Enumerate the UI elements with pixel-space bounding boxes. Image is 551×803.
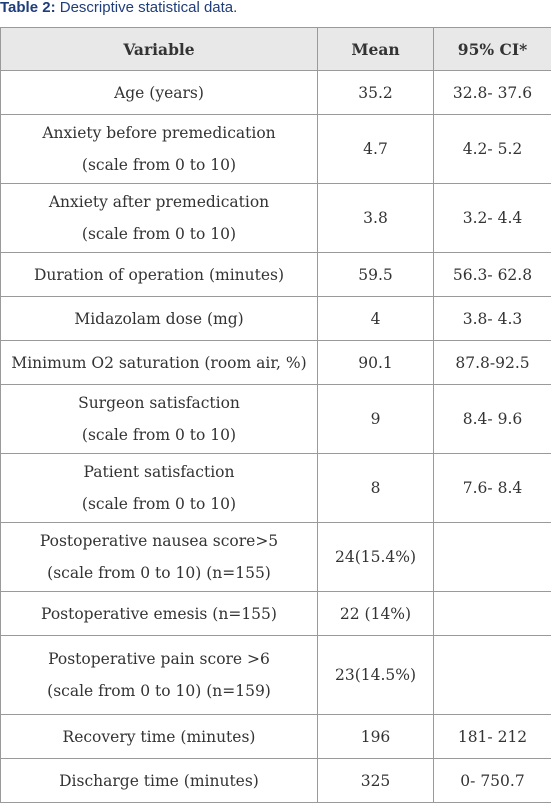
descriptive-statistics-table: [0, 27, 551, 803]
variable-line: (scale from 0 to 10): [82, 156, 236, 174]
cell-ci: 3.2- 4.4: [434, 184, 551, 253]
cell-mean: 35.2: [318, 71, 434, 115]
table-header-row: [1, 28, 551, 71]
variable-line: Anxiety after premedication: [49, 193, 269, 211]
column-header-variable: Variable: [1, 28, 318, 71]
cell-variable: [1, 341, 318, 385]
variable-line: Age (years): [114, 84, 204, 102]
cell-variable: [1, 385, 318, 454]
cell-mean: 23(14.5%): [318, 636, 434, 715]
cell-ci: 8.4- 9.6: [434, 385, 551, 454]
variable-line: Recovery time (minutes): [63, 728, 256, 746]
cell-ci: 7.6- 8.4: [434, 454, 551, 523]
cell-mean: 8: [318, 454, 434, 523]
cell-ci: 181- 212: [434, 715, 551, 759]
cell-mean: 9: [318, 385, 434, 454]
column-header-mean: Mean: [318, 28, 434, 71]
cell-ci: 56.3- 62.8: [434, 253, 551, 297]
cell-mean: 196: [318, 715, 434, 759]
column-header-ci: 95% CI*: [434, 28, 551, 71]
cell-mean: 4.7: [318, 115, 434, 184]
cell-variable: [1, 297, 318, 341]
cell-mean: 4: [318, 297, 434, 341]
variable-line: Patient satisfaction: [84, 463, 235, 481]
variable-line: Postoperative pain score >6: [48, 650, 270, 668]
table-row: [1, 454, 551, 523]
table-row: [1, 184, 551, 253]
variable-line: Anxiety before premedication: [42, 124, 275, 142]
table-caption-label: Table 2:: [0, 0, 56, 16]
variable-line: (scale from 0 to 10) (n=155): [47, 564, 271, 582]
cell-variable: [1, 636, 318, 715]
variable-line: (scale from 0 to 10) (n=159): [47, 682, 271, 700]
cell-ci: [434, 636, 551, 715]
cell-variable: [1, 523, 318, 592]
cell-mean: 24(15.4%): [318, 523, 434, 592]
cell-variable: [1, 184, 318, 253]
cell-mean: 325: [318, 759, 434, 803]
variable-line: Discharge time (minutes): [59, 772, 259, 790]
cell-variable: [1, 253, 318, 297]
cell-ci: 0- 750.7: [434, 759, 551, 803]
cell-variable: [1, 715, 318, 759]
variable-line: (scale from 0 to 10): [82, 225, 236, 243]
variable-line: Postoperative emesis (n=155): [41, 605, 277, 623]
table-row: [1, 115, 551, 184]
cell-ci: 87.8-92.5: [434, 341, 551, 385]
cell-variable: [1, 115, 318, 184]
cell-ci: [434, 523, 551, 592]
table-row: [1, 592, 551, 636]
cell-mean: 22 (14%): [318, 592, 434, 636]
table-row: [1, 297, 551, 341]
table-row: [1, 253, 551, 297]
table-row: [1, 759, 551, 803]
variable-line: Duration of operation (minutes): [34, 266, 284, 284]
cell-variable: [1, 759, 318, 803]
variable-line: (scale from 0 to 10): [82, 426, 236, 444]
cell-ci: 32.8- 37.6: [434, 71, 551, 115]
table-row: [1, 385, 551, 454]
variable-line: Midazolam dose (mg): [74, 310, 243, 328]
cell-ci: 4.2- 5.2: [434, 115, 551, 184]
table-row: [1, 523, 551, 592]
table-row: [1, 71, 551, 115]
cell-variable: [1, 592, 318, 636]
table-caption: [0, 0, 237, 18]
cell-mean: 90.1: [318, 341, 434, 385]
variable-line: Postoperative nausea score>5: [40, 532, 278, 550]
table-caption-text: Descriptive statistical data.: [56, 0, 238, 16]
variable-line: Minimum O2 saturation (room air, %): [11, 354, 306, 372]
variable-line: Surgeon satisfaction: [78, 394, 240, 412]
table-row: [1, 636, 551, 715]
cell-variable: [1, 454, 318, 523]
table-row: [1, 715, 551, 759]
cell-ci: 3.8- 4.3: [434, 297, 551, 341]
cell-mean: 59.5: [318, 253, 434, 297]
cell-ci: [434, 592, 551, 636]
variable-line: (scale from 0 to 10): [82, 495, 236, 513]
table-row: [1, 341, 551, 385]
cell-variable: [1, 71, 318, 115]
cell-mean: 3.8: [318, 184, 434, 253]
